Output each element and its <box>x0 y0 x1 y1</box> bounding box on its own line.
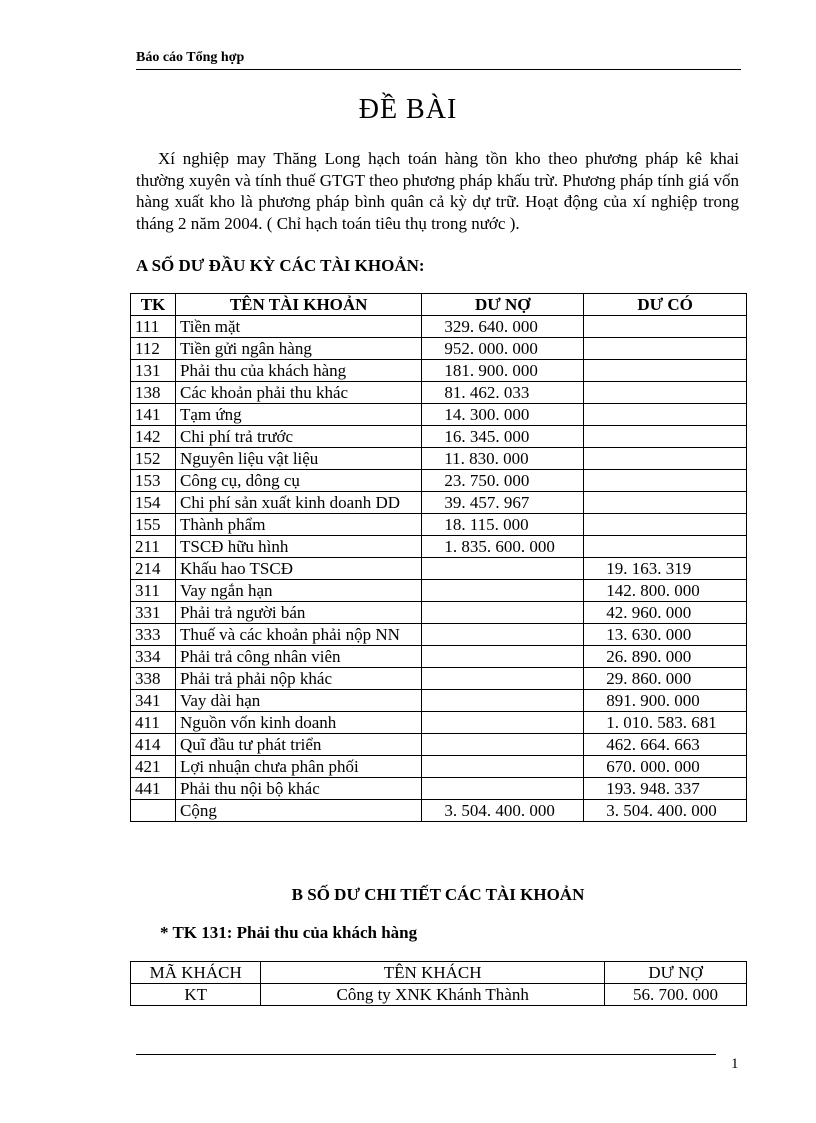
account-debit <box>422 558 584 580</box>
account-credit: 3. 504. 400. 000 <box>584 800 747 822</box>
account-code: 155 <box>131 514 176 536</box>
account-name: Nguyên liệu vật liệu <box>175 448 421 470</box>
account-name: Phải trả công nhân viên <box>175 646 421 668</box>
account-code: 311 <box>131 580 176 602</box>
account-debit <box>422 734 584 756</box>
account-credit <box>584 470 747 492</box>
account-credit <box>584 404 747 426</box>
table-row <box>131 690 747 712</box>
column-header-customer-name: TÊN KHÁCH <box>261 962 605 984</box>
column-header-name: TÊN TÀI KHOẢN <box>175 294 421 316</box>
table-row <box>131 800 747 822</box>
account-name: Công cụ, dông cụ <box>175 470 421 492</box>
page-header: Báo cáo Tổng hợp <box>136 50 741 70</box>
column-header-code: TK <box>131 294 176 316</box>
account-debit: 39. 457. 967 <box>422 492 584 514</box>
table-row <box>131 668 747 690</box>
account-credit <box>584 448 747 470</box>
account-code: 333 <box>131 624 176 646</box>
table-row <box>131 580 747 602</box>
account-name: Lợi nhuận chưa phân phối <box>175 756 421 778</box>
account-credit <box>584 536 747 558</box>
account-code <box>131 800 176 822</box>
customer-debit: 56. 700. 000 <box>604 984 746 1006</box>
table-row <box>131 712 747 734</box>
table-row <box>131 492 747 514</box>
account-credit: 19. 163. 319 <box>584 558 747 580</box>
account-debit <box>422 690 584 712</box>
account-credit: 1. 010. 583. 681 <box>584 712 747 734</box>
account-debit <box>422 646 584 668</box>
column-header-customer-debit: DƯ NỢ <box>604 962 746 984</box>
account-name: Nguồn vốn kinh doanh <box>175 712 421 734</box>
account-credit <box>584 426 747 448</box>
table-row <box>131 602 747 624</box>
account-name: Thuế và các khoản phải nộp NN <box>175 624 421 646</box>
table-row <box>131 778 747 800</box>
table-row <box>131 382 747 404</box>
account-credit: 13. 630. 000 <box>584 624 747 646</box>
table-row <box>131 558 747 580</box>
account-name: Các khoản phải thu khác <box>175 382 421 404</box>
account-credit <box>584 338 747 360</box>
account-code: 441 <box>131 778 176 800</box>
account-debit: 1. 835. 600. 000 <box>422 536 584 558</box>
table-row <box>131 756 747 778</box>
account-name: TSCĐ hữu hình <box>175 536 421 558</box>
account-debit: 81. 462. 033 <box>422 382 584 404</box>
account-code: 153 <box>131 470 176 492</box>
account-name: Chi phí sản xuất kinh doanh DD <box>175 492 421 514</box>
account-credit: 42. 960. 000 <box>584 602 747 624</box>
account-name: Chi phí trả trước <box>175 426 421 448</box>
page-number: 1 <box>731 1056 739 1072</box>
customer-table <box>130 961 747 1006</box>
table-row <box>131 734 747 756</box>
customer-table-header-row <box>131 962 747 984</box>
account-credit <box>584 492 747 514</box>
table-row <box>131 338 747 360</box>
account-debit <box>422 668 584 690</box>
account-code: 152 <box>131 448 176 470</box>
account-debit <box>422 624 584 646</box>
account-code: 141 <box>131 404 176 426</box>
account-name: Khấu hao TSCĐ <box>175 558 421 580</box>
account-name: Vay ngắn hạn <box>175 580 421 602</box>
account-debit: 11. 830. 000 <box>422 448 584 470</box>
table-row <box>131 624 747 646</box>
column-header-debit: DƯ NỢ <box>422 294 584 316</box>
account-credit: 193. 948. 337 <box>584 778 747 800</box>
section-a-heading: A SỐ DƯ ĐẦU KỲ CÁC TÀI KHOẢN: <box>136 256 425 275</box>
account-debit: 18. 115. 000 <box>422 514 584 536</box>
column-header-credit: DƯ CÓ <box>584 294 747 316</box>
account-name: Quĩ đầu tư phát triển <box>175 734 421 756</box>
account-credit: 142. 800. 000 <box>584 580 747 602</box>
account-debit: 23. 750. 000 <box>422 470 584 492</box>
account-debit: 14. 300. 000 <box>422 404 584 426</box>
account-code: 211 <box>131 536 176 558</box>
account-name: Tiền gửi ngân hàng <box>175 338 421 360</box>
intro-paragraph: Xí nghiệp may Thăng Long hạch toán hàng tồn kho theo phương pháp kê khai thường xuyên và tính thuế GTGT theo phương pháp khấu trừ. Phương pháp tính giá vốn hàng xuất kho là phương pháp bình quân cả kỳ dự trữ. Hoạt động của xí nghiệp trong tháng 2 năm 2004. ( Chỉ hạch toán tiêu thụ trong nước ). <box>136 149 739 233</box>
account-credit <box>584 382 747 404</box>
account-code: 131 <box>131 360 176 382</box>
table-row <box>131 360 747 382</box>
section-b-heading: B SỐ DƯ CHI TIẾT CÁC TÀI KHOẢN <box>291 885 585 904</box>
account-debit <box>422 712 584 734</box>
account-credit: 29. 860. 000 <box>584 668 747 690</box>
account-code: 138 <box>131 382 176 404</box>
account-code: 411 <box>131 712 176 734</box>
account-code: 338 <box>131 668 176 690</box>
account-debit <box>422 756 584 778</box>
account-credit: 891. 900. 000 <box>584 690 747 712</box>
account-name: Phải thu nội bộ khác <box>175 778 421 800</box>
account-code: 142 <box>131 426 176 448</box>
account-name: Cộng <box>175 800 421 822</box>
account-debit <box>422 580 584 602</box>
table-row <box>131 536 747 558</box>
account-debit: 181. 900. 000 <box>422 360 584 382</box>
account-debit: 329. 640. 000 <box>422 316 584 338</box>
account-credit: 26. 890. 000 <box>584 646 747 668</box>
account-code: 334 <box>131 646 176 668</box>
account-name: Thành phẩm <box>175 514 421 536</box>
table-row <box>131 316 747 338</box>
table-row <box>131 470 747 492</box>
customer-name: Công ty XNK Khánh Thành <box>261 984 605 1006</box>
account-code: 421 <box>131 756 176 778</box>
customer-code: KT <box>131 984 261 1006</box>
column-header-customer-code: MÃ KHÁCH <box>131 962 261 984</box>
account-credit: 462. 664. 663 <box>584 734 747 756</box>
account-name: Vay dài hạn <box>175 690 421 712</box>
account-name: Phải thu của khách hàng <box>175 360 421 382</box>
table-row <box>131 984 747 1006</box>
accounts-table <box>130 293 747 822</box>
account-credit: 670. 000. 000 <box>584 756 747 778</box>
account-debit <box>422 778 584 800</box>
account-code: 341 <box>131 690 176 712</box>
accounts-table-header-row <box>131 294 747 316</box>
account-code: 331 <box>131 602 176 624</box>
account-debit: 3. 504. 400. 000 <box>422 800 584 822</box>
page-title: ĐỀ BÀI <box>358 94 458 125</box>
account-code: 111 <box>131 316 176 338</box>
account-credit <box>584 316 747 338</box>
account-code: 112 <box>131 338 176 360</box>
table-row <box>131 646 747 668</box>
account-credit <box>584 360 747 382</box>
footer-divider <box>136 1054 716 1055</box>
table-row <box>131 514 747 536</box>
account-debit: 16. 345. 000 <box>422 426 584 448</box>
table-row <box>131 404 747 426</box>
account-code: 154 <box>131 492 176 514</box>
account-name: Phải trả phải nộp khác <box>175 668 421 690</box>
account-debit <box>422 602 584 624</box>
account-name: Tạm ứng <box>175 404 421 426</box>
table-row <box>131 448 747 470</box>
account-debit: 952. 000. 000 <box>422 338 584 360</box>
account-code: 414 <box>131 734 176 756</box>
account-name: Phải trả người bán <box>175 602 421 624</box>
account-credit <box>584 514 747 536</box>
account-code: 214 <box>131 558 176 580</box>
table-row <box>131 426 747 448</box>
account-name: Tiền mặt <box>175 316 421 338</box>
tk131-subheading: * TK 131: Phải thu của khách hàng <box>160 923 418 942</box>
